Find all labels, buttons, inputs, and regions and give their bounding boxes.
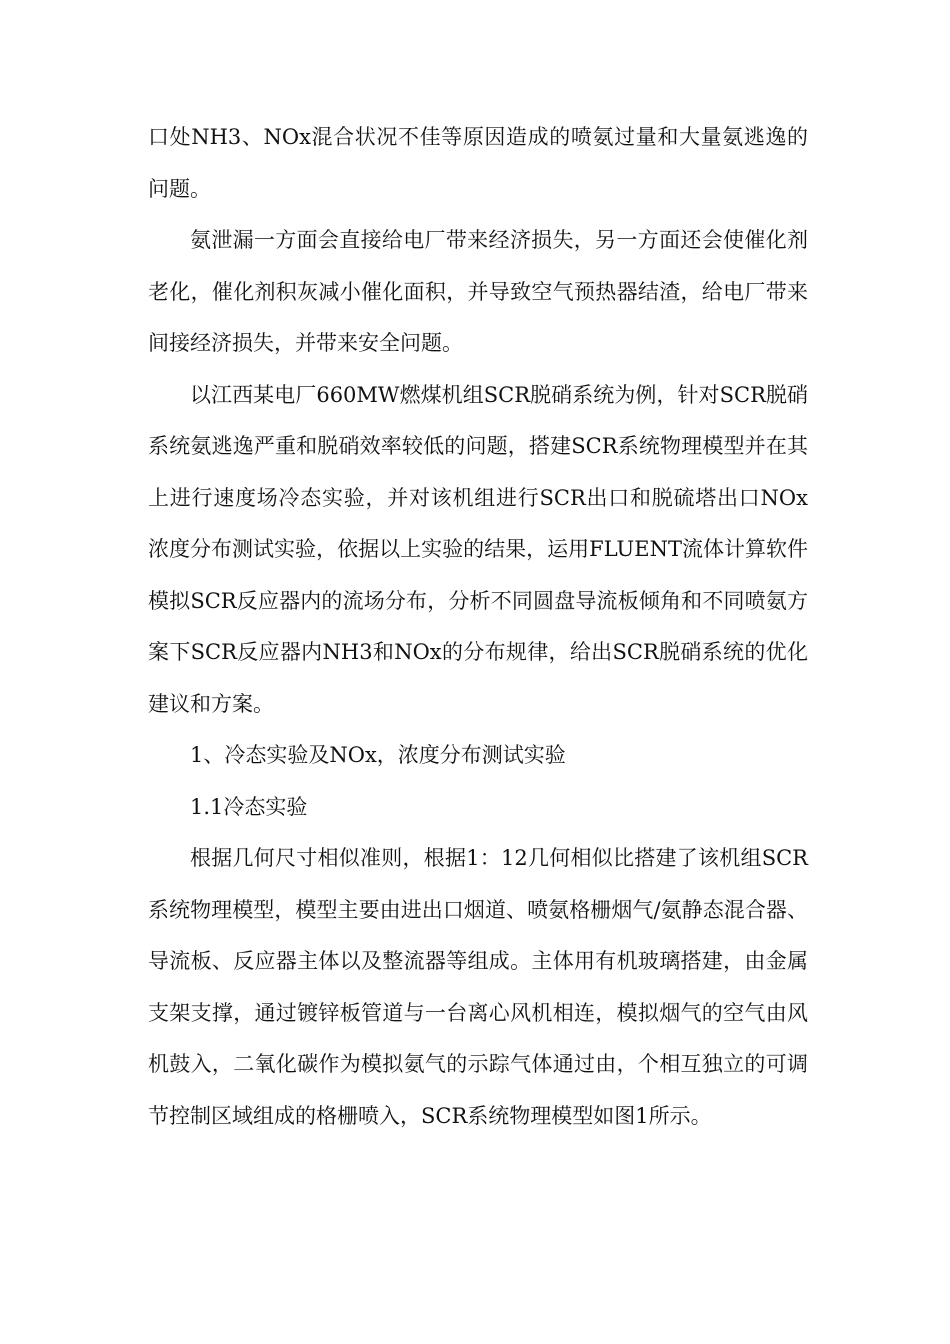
paragraph-3: 以江西某电厂660MW燃煤机组SCR脱硝系统为例，针对SCR脱硝系统氨逃逸严重和脱硝效率较低的问题，搭建SCR系统物理模型并在其上进行速度场冷态实验，并对该机组进行SCR出口和脱硫塔出口NOx浓度分布测试实验，依据以上实验的结果，运用FLUENT流体计算软件模拟SCR反应器内的流场分布，分析不同圆盘导流板倾角和不同喷氨方案下SCR反应器内NH3和NOx的分布规律，给出SCR脱硝系统的优化建议和方案。: [148, 382, 808, 716]
paragraph-2: 氨泄漏一方面会直接给电厂带来经济损失，另一方面还会使催化剂老化，催化剂积灰减小催化面积，并导致空气预热器结渣，给电厂带来间接经济损失，并带来安全问题。: [148, 228, 808, 355]
body-text: [148, 112, 808, 1142]
section-heading-1-1: 1.1冷态实验: [190, 794, 308, 819]
paragraph-4: 根据几何尺寸相似准则，根据1：12几何相似比搭建了该机组SCR系统物理模型，模型主要由进出口烟道、喷氨格栅烟气/氨静态混合器、导流板、反应器主体以及整流器等组成。主体用有机玻璃搭建，由金属支架支撑，通过镀锌板管道与一台离心风机相连，模拟烟气的空气由风机鼓入，二氧化碳作为模拟氨气的示踪气体通过由，个相互独立的可调节控制区域组成的格栅喷入，SCR系统物理模型如图1所示。: [148, 846, 808, 1128]
paragraph-1: 口处NH3、NOx混合状况不佳等原因造成的喷氨过量和大量氨逃逸的问题。: [148, 125, 808, 201]
section-heading-1: 1、冷态实验及NOx，浓度分布测试实验: [190, 743, 566, 767]
